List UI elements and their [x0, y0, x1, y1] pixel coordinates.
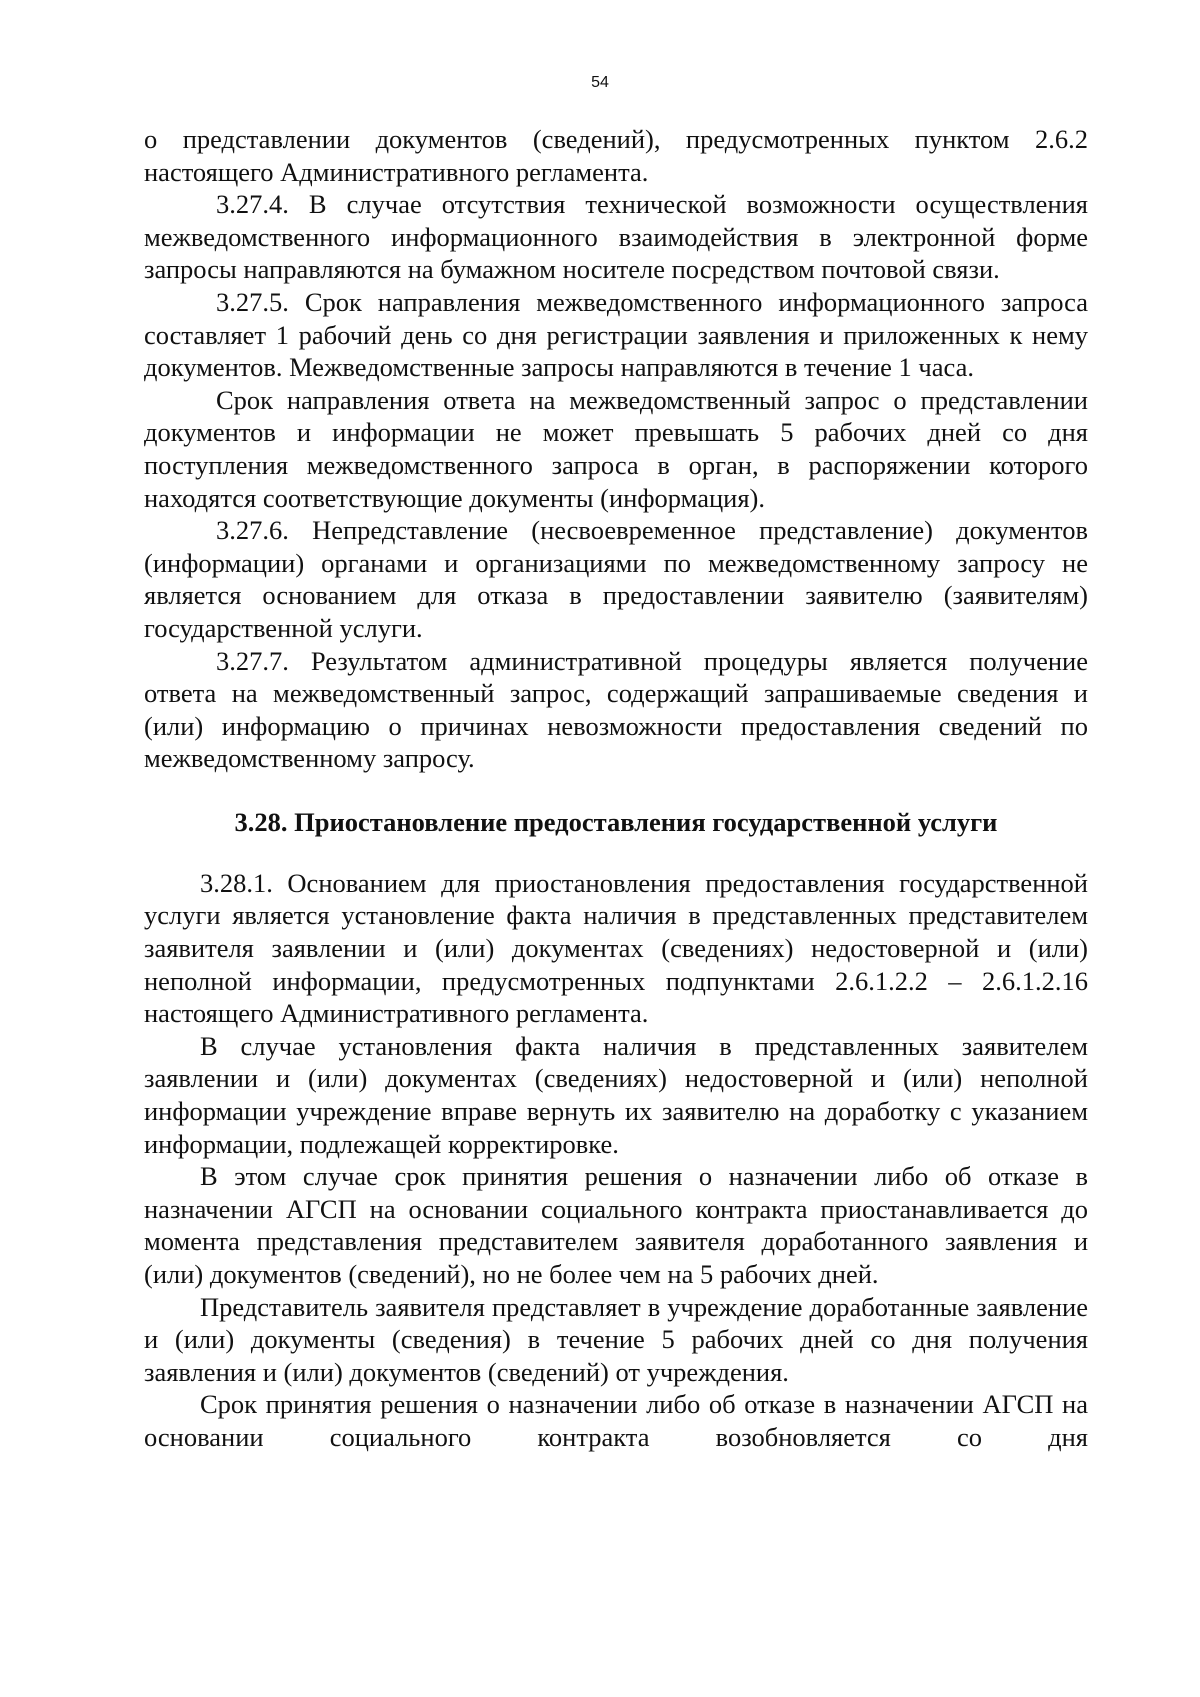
paragraph-response-deadline: Срок направления ответа на межведомственный запрос о представлении документов и информации не может превышать 5 рабочих дней со дня поступления межведомственного запроса в орган, в распоряжении которого находятся соответствующие документы (информация). — [144, 384, 1088, 513]
paragraph-3-27-6: 3.27.6. Непредставление (несвоевременное представление) документов (информации) органами и организациями по межведомственному запросу не является основанием для отказа в предоставлении заявителю (заявителям) государственной услуги. — [144, 515, 1088, 643]
document-body — [144, 123, 1088, 1454]
paragraph-representative-submission: Представитель заявителя представляет в учреждение доработанные заявление и (или) документы (сведения) в течение 5 рабочих дней со дня получения заявления и (или) документов (сведений) от учреждения. — [144, 1291, 1088, 1387]
section-heading-3-28: 3.28. Приостановление предоставления государственной услуги — [234, 806, 998, 837]
paragraph-return-for-revision: В случае установления факта наличия в представленных заявителем заявлении и (или) документах (сведениях) недостоверной и (или) неполной информации учреждение вправе вернуть их заявителю на доработку с указанием информации, подлежащей корректировке. — [144, 1030, 1088, 1159]
paragraph-continuation: о представлении документов (сведений), предусмотренных пунктом 2.6.2 настоящего Административного регламента. — [144, 124, 1088, 187]
paragraph-3-27-4: 3.27.4. В случае отсутствия технической возможности осуществления межведомственного информационного взаимодействия в электронной форме запросы направляются на бумажном носителе посредством почтовой связи. — [144, 189, 1088, 285]
page-number: 54 — [591, 74, 609, 91]
paragraph-3-27-7: 3.27.7. Результатом административной процедуры является получение ответа на межведомственный запрос, содержащий запрашиваемые сведения и (или) информацию о причинах невозможности предоставления сведений по межведомственному запросу. — [144, 645, 1088, 774]
paragraph-deadline-resumption: Срок принятия решения о назначении либо об отказе в назначении АГСП на основании социального контракта возобновляется со дня — [144, 1389, 1088, 1452]
paragraph-3-27-5: 3.27.5. Срок направления межведомственного информационного запроса составляет 1 рабочий день со дня регистрации заявления и приложенных к нему документов. Межведомственные запросы направляются в течение 1 часа. — [144, 286, 1088, 383]
paragraph-3-28-1: 3.28.1. Основанием для приостановления предоставления государственной услуги является установление факта наличия в представленных представителем заявителя заявлении и (или) документах (сведениях) недостоверной и (или) неполной информации, предусмотренных подпунктами 2.6.1.2.2 – 2.6.1.2.16 настоящего Административного регламента. — [144, 867, 1088, 1029]
paragraph-deadline-suspension: В этом случае срок принятия решения о назначении либо об отказе в назначении АГСП на основании социального контракта приостанавливается до момента представления представителем заявителя доработанного заявления и (или) документов (сведений), но не более чем на 5 рабочих дней. — [144, 1161, 1088, 1289]
